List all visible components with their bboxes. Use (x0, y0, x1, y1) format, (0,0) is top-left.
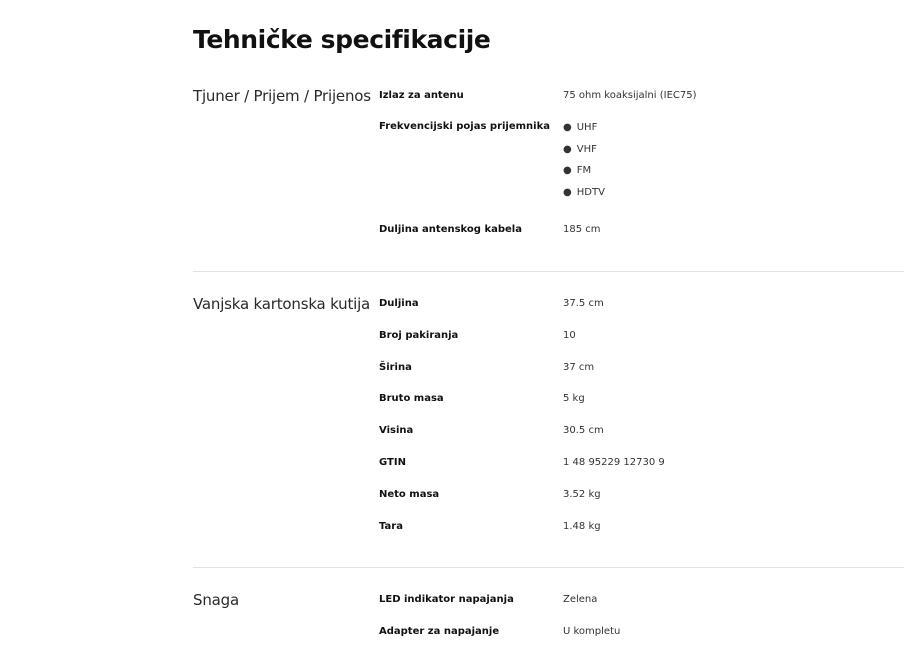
spec-label: Tara (379, 521, 403, 532)
spec-value: 1.48 kg (563, 521, 601, 532)
spec-value: 37.5 cm (563, 298, 604, 309)
spec-label: Adapter za napajanje (379, 626, 500, 637)
section-divider (193, 567, 904, 568)
spec-label: Duljina (379, 298, 419, 309)
spec-value: 10 (563, 330, 576, 341)
spec-label: GTIN (379, 457, 406, 468)
section-divider (193, 271, 904, 272)
section-title: Tjuner / Prijem / Prijenos (193, 87, 371, 105)
spec-value: Zelena (563, 594, 598, 605)
section-title: Snaga (193, 591, 239, 609)
spec-value: U kompletu (563, 626, 621, 637)
spec-value-list-item: ● FM (563, 165, 592, 176)
spec-value: 1 48 95229 12730 9 (563, 457, 665, 468)
spec-value-list-item: ● VHF (563, 144, 597, 155)
spec-value: 75 ohm koaksijalni (IEC75) (563, 90, 697, 101)
spec-value-list-item: ● UHF (563, 122, 598, 133)
spec-label: Izlaz za antenu (379, 90, 464, 101)
spec-label: Visina (379, 425, 414, 436)
spec-label: Broj pakiranja (379, 330, 459, 341)
spec-label: Neto masa (379, 489, 440, 500)
spec-value: 3.52 kg (563, 489, 601, 500)
spec-value: 5 kg (563, 393, 585, 404)
spec-value-list-item: ● HDTV (563, 187, 605, 198)
bullet-icon: ● (563, 187, 572, 198)
spec-label: Frekvencijski pojas prijemnika (379, 121, 551, 132)
spec-value: 185 cm (563, 224, 601, 235)
spec-label: Duljina antenskog kabela (379, 224, 522, 235)
spec-value: 30.5 cm (563, 425, 604, 436)
spec-label: Širina (379, 362, 412, 373)
section-title: Vanjska kartonska kutija (193, 295, 371, 313)
bullet-icon: ● (563, 122, 572, 133)
spec-label: Bruto masa (379, 393, 444, 404)
page-title: Tehničke specifikacije (193, 25, 491, 54)
spec-label: LED indikator napajanja (379, 594, 514, 605)
spec-value: 37 cm (563, 362, 595, 373)
bullet-icon: ● (563, 165, 572, 176)
bullet-icon: ● (563, 144, 572, 155)
